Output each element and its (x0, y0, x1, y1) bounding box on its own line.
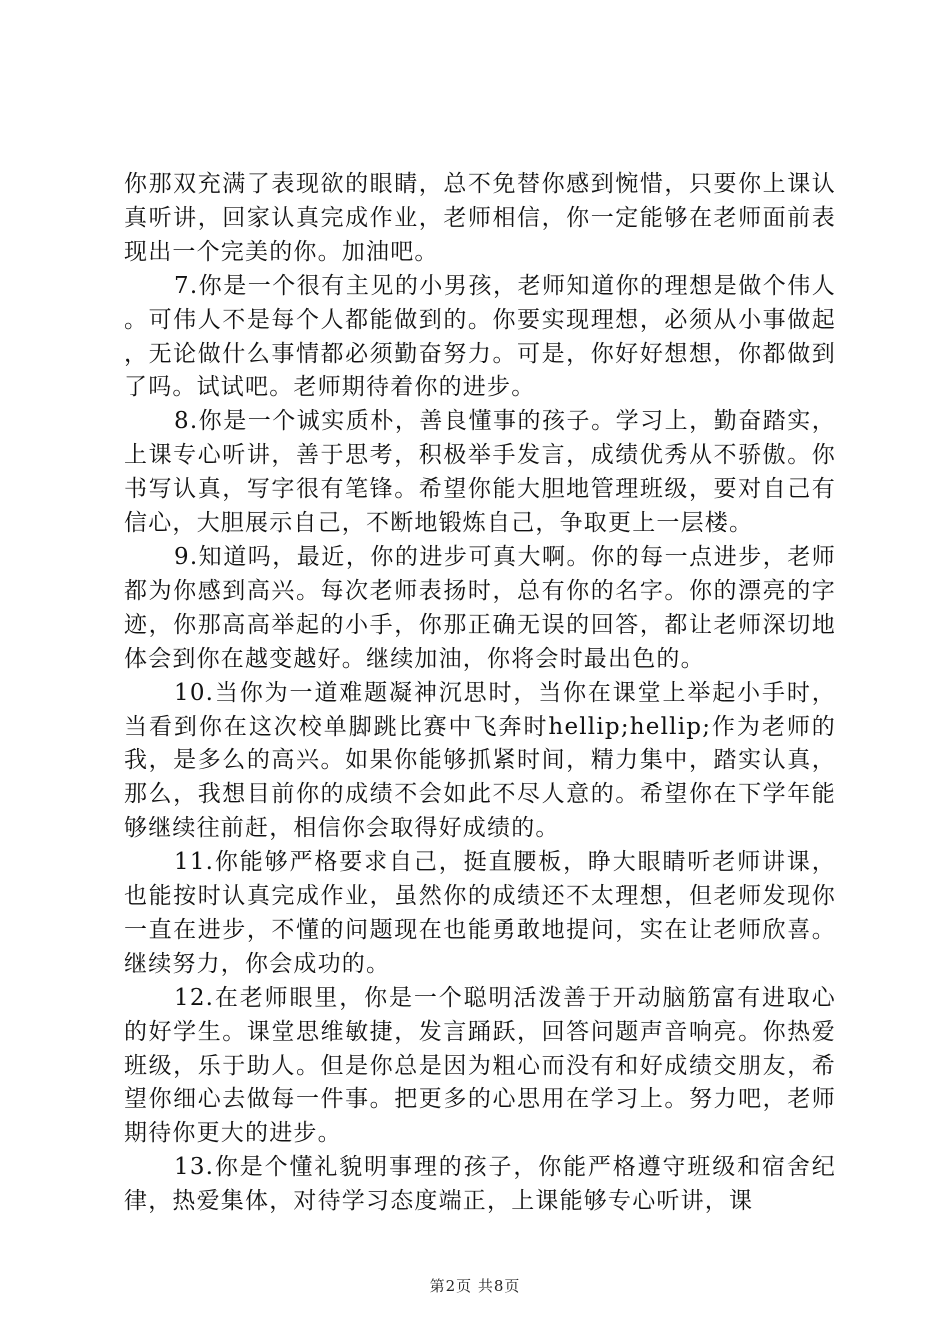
paragraph-12: 12.在老师眼里，你是一个聪明活泼善于开动脑筋富有进取心的好学生。课堂思维敏捷，发言踊跃，回答问题声音响亮。你热爱班级，乐于助人。但是你总是因为粗心而没有和好成绩交朋友，希望你细心去做每一件事。把更多的心思用在学习上。努力吧，老师期待你更大的进步。 (124, 984, 836, 1147)
paragraph-13: 13.你是个懂礼貌明事理的孩子，你能严格遵守班级和宿舍纪律，热爱集体，对待学习态度端正，上课能够专心听讲，课 (124, 1154, 836, 1215)
page-footer: 第2页 共8页 (429, 1277, 521, 1295)
document-body (124, 168, 836, 1219)
paragraph-9: 9.知道吗，最近，你的进步可真大啊。你的每一点进步，老师都为你感到高兴。每次老师表扬时，总有你的名字。你的漂亮的字迹，你那高高举起的小手，你那正确无误的回答，都让老师深切地体会到你在越变越好。继续加油，你将会时最出色的。 (124, 543, 836, 672)
paragraph-8: 8.你是一个诚实质朴，善良懂事的孩子。学习上，勤奋踏实，上课专心听讲，善于思考，积极举手发言，成绩优秀从不骄傲。你书写认真，写字很有笔锋。希望你能大胆地管理班级，要对自己有信心，大胆展示自己，不断地锻炼自己，争取更上一层楼。 (124, 408, 836, 537)
paragraph-7: 7.你是一个很有主见的小男孩，老师知道你的理想是做个伟人。可伟人不是每个人都能做到的。你要实现理想，必须从小事做起，无论做什么事情都必须勤奋努力。可是，你好好想想，你都做到了吗。试试吧。老师期待着你的进步。 (124, 272, 836, 401)
paragraph-11: 11.你能够严格要求自己，挺直腰板，睁大眼睛听老师讲课，也能按时认真完成作业，虽然你的成绩还不太理想，但老师发现你一直在进步，不懂的问题现在也能勇敢地提问，实在让老师欣喜。继续努力，你会成功的。 (124, 849, 836, 977)
paragraph-continuation: 你那双充满了表现欲的眼睛，总不免替你感到惋惜，只要你上课认真听讲，回家认真完成作业，老师相信，你一定能够在老师面前表现出一个完美的你。加油吧。 (124, 171, 836, 265)
paragraph-10: 10.当你为一道难题凝神沉思时，当你在课堂上举起小手时，当看到你在这次校单脚跳比赛中飞奔时hellip;hellip;作为老师的我，是多么的高兴。如果你能够抓紧时间，精力集中，踏实认真，那么，我想目前你的成绩不会如此不尽人意的。希望你在下学年能够继续往前赶，相信你会取得好成绩的。 (124, 679, 836, 842)
